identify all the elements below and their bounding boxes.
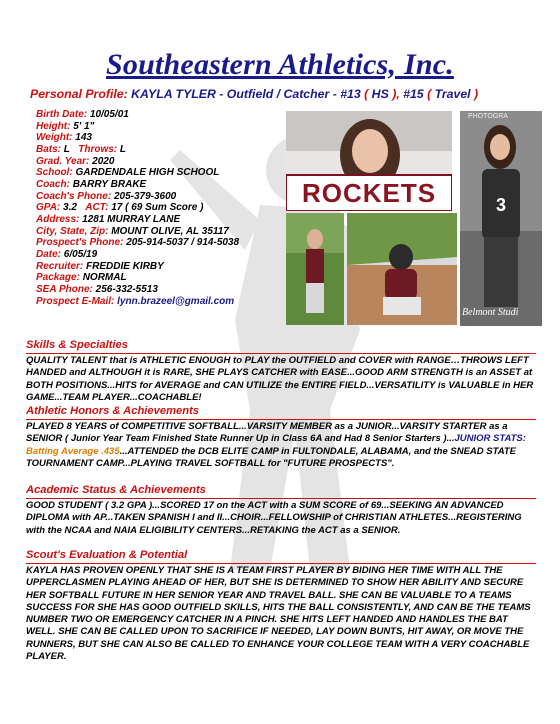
- info-height: Height: 5' 1": [36, 120, 95, 132]
- hs-label: HS: [368, 87, 393, 101]
- paren: (: [427, 87, 432, 101]
- player-info-list: [36, 109, 239, 307]
- honors-text-part2: ...ATTENDED the DCB ELITE CAMP in FULTONDALE, ALABAMA, and the SNEAD STATE TOURNAMENT CAMP...PLAYING TRAVEL SOFTBALL for "FUTURE PROSPECTS".: [26, 445, 516, 469]
- batting-average: Batting Average .435: [26, 445, 120, 457]
- academic-heading: Academic Status & Achievements: [26, 484, 206, 496]
- info-package: Package: NORMAL: [36, 272, 127, 284]
- company-title: Southeastern Athletics, Inc.: [106, 48, 454, 81]
- info-address: Address: 1281 MURRAY LANE: [36, 213, 181, 225]
- info-sea-phone: SEA Phone: 256-332-5513: [36, 283, 158, 295]
- studio-watermark-top: PHOTOGRA: [468, 113, 508, 120]
- svg-text:3: 3: [495, 195, 507, 215]
- info-coach: Coach: BARRY BRAKE: [36, 178, 147, 190]
- honors-text-part1: PLAYED 8 YEARS of COMPETITIVE SOFTBALL...VARSITY MEMBER as a JUNIOR...VARSITY STARTER as a SENIOR ( Junior Year Team Finished State Runner Up in Class 6A and Had 8 Senior Starters )...: [26, 421, 508, 445]
- uniform-illustration: [460, 111, 542, 326]
- personal-profile-line: [30, 87, 478, 101]
- info-recruiter: Recruiter: FREDDIE KIRBY: [36, 260, 164, 272]
- info-weight: Weight: 143: [36, 132, 92, 144]
- info-grad-year: Grad. Year: 2020: [36, 155, 115, 167]
- info-school: School: GARDENDALE HIGH SCHOOL: [36, 167, 220, 179]
- paren: ): [474, 87, 479, 101]
- junior-stats-label: JUNIOR STATS:: [454, 433, 526, 445]
- travel-label: Travel: [431, 87, 475, 101]
- info-date: Date: 6/05/19: [36, 248, 98, 260]
- catcher-illustration: [347, 213, 457, 325]
- info-coach-phone: Coach's Phone: 205-379-3600: [36, 190, 177, 202]
- scout-text: KAYLA HAS PROVEN OPENLY THAT SHE IS A TEAM FIRST PLAYER BY BIDING HER TIME WITH ALL THE UPPERCLASMEN PLAYING AHEAD OF HER, BUT SHE IS DETERMINED TO SHOW HER ABILITY AND SECURE HER SOFTBALL FUTURE IN HER SENIOR YEAR AND TRAVEL BALL. SHE CAN BE VALUABLE TO A TEAMS SUCCESS FOR SHE HAS GOOD OUTFIELD SKILLS, HITS THE BALL CONSISTENTLY, AND CAN BE THE TEAMS NUMBER TWO OR EMERGENCY CATCHER IN A PINCH. SHE HITS LEFT HANDED AND HANDLES THE BAT WELL. SHE CAN BE CALLED UPON TO SACRIFICE IF NEEDED, LAY DOWN BUNTS, HIT AWAY, OR MOVE THE RUNNERS, BUT SHE CAN ALSO BE CALLED TO ENHANCE YOUR COLLEGE TEAM WITH A VERY COACHABLE PLAYER.: [26, 565, 531, 663]
- profile-label: Personal Profile:: [30, 87, 128, 101]
- paren: ),: [392, 87, 400, 101]
- skills-heading: Skills & Specialties: [26, 339, 128, 351]
- skills-divider: [26, 353, 536, 354]
- studio-watermark: Belmont Studi: [462, 307, 519, 318]
- banner-text: ROCKETS: [301, 178, 437, 208]
- info-prospect-email: Prospect E-Mail: lynn.brazeel@gmail.com: [36, 295, 235, 307]
- info-gpa-act: GPA: 3.2 ACT: 17 ( 69 Sum Score ): [36, 202, 204, 214]
- honors-heading: Athletic Honors & Achievements: [26, 405, 200, 417]
- academic-text: GOOD STUDENT ( 3.2 GPA )...SCORED 17 on the ACT with a SUM SCORE of 69...SEEKING AN ADVANCED DIPLOMA with AP...TAKEN SPANISH I and II...CHOIR...FELLOWSHIP of CHRISTIAN ATHLETES...REGISTERING with the NCAA and NAIA ELIGIBILITY CENTERS...RETAKING the ACT as a SENIOR.: [26, 500, 522, 536]
- scout-divider: [26, 563, 536, 564]
- skills-text: QUALITY TALENT that is ATHLETIC ENOUGH to PLAY the OUTFIELD and COVER with RANGE…THROWS LEFT HANDED and ALTHOUGH it is RARE, SHE PLAYS CATCHER with EASE...GOOD ARM STRENGTH is an ASSET at BOTH POSITIONS...HITS for AVERAGE and CAN UTILIZE the ENTIRE FIELD...VERSATILITY is VALUABLE in HER GAME...TEAM PLAYER...COACHABLE!: [26, 355, 534, 403]
- travel-number: #15: [399, 87, 428, 101]
- uniform-photo: [460, 111, 542, 326]
- honors-text: [26, 421, 538, 470]
- player-name: KAYLA TYLER - Outfield / Catcher - #13: [131, 87, 361, 101]
- info-city-state-zip: City, State, Zip: MOUNT OLIVE, AL 35117: [36, 225, 229, 237]
- scout-heading: Scout's Evaluation & Potential: [26, 549, 188, 561]
- paren: (: [364, 87, 369, 101]
- info-prospect-phone: Prospect's Phone: 205-914-5037 / 914-5038: [36, 237, 240, 249]
- info-birth-date: Birth Date: 10/05/01: [36, 109, 129, 120]
- honors-divider: [26, 419, 536, 420]
- portrait-photo: [286, 111, 452, 211]
- outfield-photo: [286, 213, 344, 325]
- academic-divider: [26, 498, 536, 499]
- info-bats-throws: Bats: L Throws: L: [36, 143, 127, 155]
- outfield-illustration: [286, 213, 344, 325]
- catcher-photo: [347, 213, 457, 325]
